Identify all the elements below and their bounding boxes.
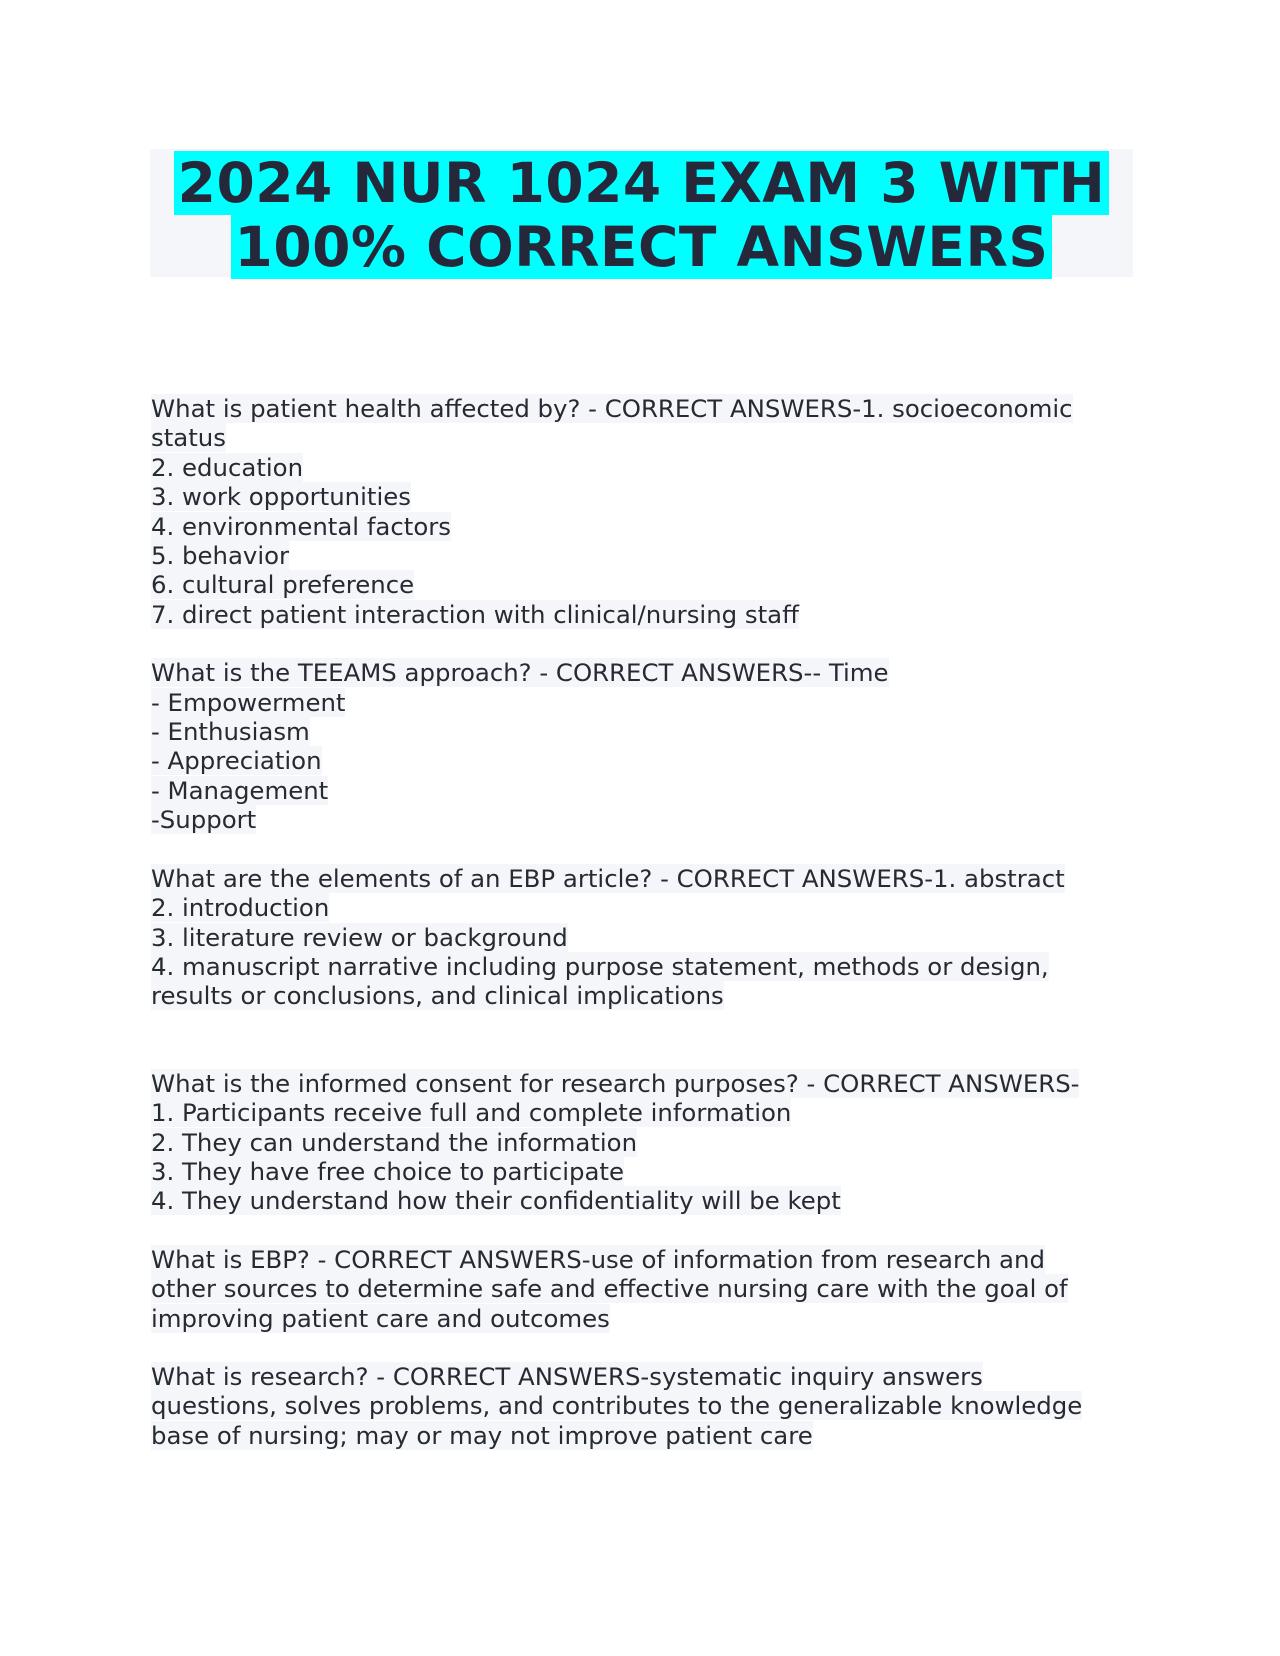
line-text: 3. They have free choice to participate [151,1156,624,1186]
qa-block [151,1362,1141,1450]
question-line [151,1245,1141,1274]
answer-line [151,1186,1141,1215]
title-line-1: 2024 NUR 1024 EXAM 3 WITH [174,151,1110,215]
line-text: improving patient care and outcomes [151,1303,610,1333]
line-text: 6. cultural preference [151,570,415,600]
answer-line [151,1157,1141,1186]
qa-block [151,864,1141,1011]
title-line-2: 100% CORRECT ANSWERS [231,215,1053,279]
answer-line [151,423,1141,452]
answer-line [151,805,1141,834]
answer-line [151,512,1141,541]
answer-line [151,893,1141,922]
line-text: - Appreciation [151,746,322,776]
line-text: - Enthusiasm [151,717,310,747]
answer-line [151,1098,1141,1127]
answer-line [151,952,1141,981]
document-title [150,149,1133,279]
answer-line [151,600,1141,629]
title-block [150,149,1133,277]
answer-line [151,570,1141,599]
line-text: 1. Participants receive full and complete information [151,1098,792,1128]
question-line [151,1362,1141,1391]
answer-line [151,717,1141,746]
question-line [151,864,1141,893]
line-text: 3. literature review or background [151,922,568,952]
line-text: 2. They can understand the information [151,1127,638,1157]
line-text: status [151,423,226,453]
question-line [151,658,1141,687]
qa-block [151,658,1141,834]
answer-line [151,981,1141,1010]
line-text: What is research? - CORRECT ANSWERS-systematic inquiry answers [151,1361,983,1391]
line-text: What is patient health affected by? - CORRECT ANSWERS-1. socioeconomic [151,394,1073,423]
question-line [151,394,1141,423]
line-text: What is the TEEAMS approach? - CORRECT ANSWERS-- Time [151,658,889,688]
line-text: 3. work opportunities [151,482,411,512]
line-text: 2. education [151,452,304,482]
answer-line [151,923,1141,952]
answer-line [151,1274,1141,1303]
answer-line [151,1128,1141,1157]
line-text: 2. introduction [151,893,330,923]
line-text: -Support [151,805,257,835]
line-text: What is the informed consent for research purposes? - CORRECT ANSWERS- [151,1068,1080,1098]
answer-line [151,776,1141,805]
answer-line [151,1391,1141,1420]
answer-line [151,541,1141,570]
answer-line [151,746,1141,775]
qa-block [151,1069,1141,1216]
answer-line [151,1304,1141,1333]
line-text: 4. environmental factors [151,511,451,541]
line-text: results or conclusions, and clinical implications [151,981,724,1011]
answer-line [151,482,1141,511]
qa-block [151,394,1141,629]
answer-line [151,1421,1141,1450]
line-text: What are the elements of an EBP article? - CORRECT ANSWERS-1. abstract [151,863,1065,893]
line-text: - Empowerment [151,687,346,717]
line-text: 5. behavior [151,541,290,571]
qa-block [151,1245,1141,1333]
line-text: 7. direct patient interaction with clinical/nursing staff [151,599,799,629]
line-text: questions, solves problems, and contributes to the generalizable knowledge [151,1391,1083,1421]
line-text: What is EBP? - CORRECT ANSWERS-use of information from research and [151,1244,1045,1274]
answer-line [151,688,1141,717]
question-line [151,1069,1141,1098]
line-text: 4. manuscript narrative including purpose statement, methods or design, [151,951,1049,981]
line-text: 4. They understand how their confidentiality will be kept [151,1186,841,1216]
answer-line [151,453,1141,482]
line-text: base of nursing; may or may not improve patient care [151,1420,813,1450]
line-text: other sources to determine safe and effective nursing care with the goal of [151,1274,1068,1304]
line-text: - Management [151,775,329,805]
qa-list [151,394,1141,1479]
